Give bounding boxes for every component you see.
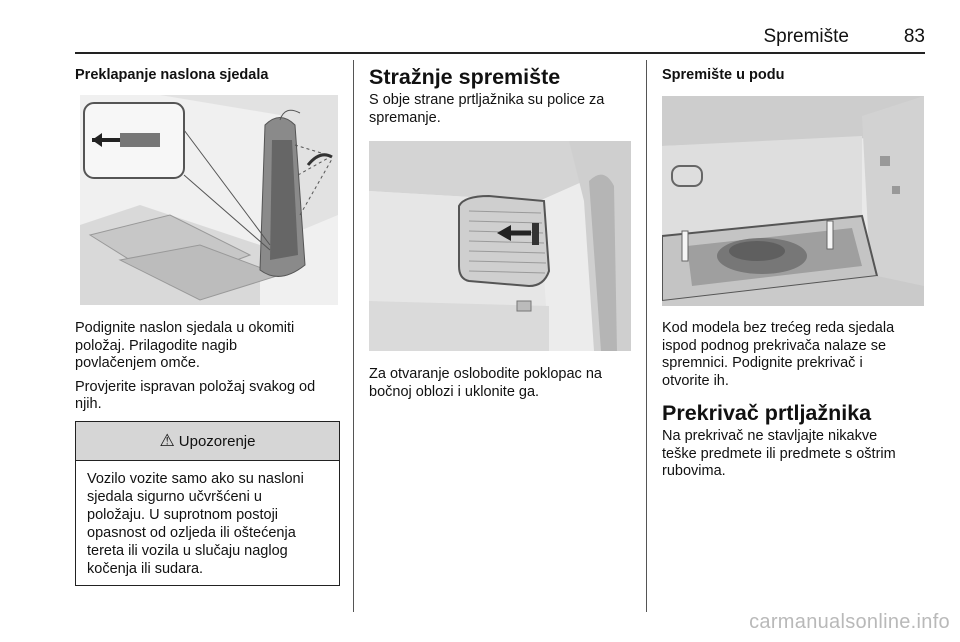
paragraph-raise-backrest — [75, 320, 345, 373]
text-line: njih. — [75, 396, 102, 412]
floor-storage-illustration — [662, 96, 924, 306]
text-line: sjedala sigurno učvršćeni u — [87, 489, 262, 505]
column-divider — [646, 60, 647, 612]
text-line: Kod modela bez trećeg reda sjedala — [662, 320, 895, 336]
column-left — [75, 60, 340, 84]
text-line: Provjerite ispravan položaj svakog od — [75, 378, 316, 395]
text-line: rubovima. — [662, 463, 726, 479]
heading-rear-storage: Stražnje spremište — [369, 65, 561, 89]
column-middle — [369, 60, 634, 133]
side-storage-drawing — [369, 141, 631, 351]
paragraph-check-position — [75, 379, 345, 414]
column-divider — [353, 60, 354, 612]
column-right-text — [662, 320, 932, 487]
paragraph-load-cover — [662, 428, 932, 481]
warning-box — [75, 421, 340, 586]
text-line: otvorite ih. — [662, 372, 729, 389]
text-line: Podignite naslon sjedala u okomiti — [75, 320, 295, 336]
text-line: spremnici. Podignite prekrivač i — [662, 355, 863, 371]
page-header — [75, 26, 925, 54]
text-line: teške predmete ili predmete s oštrim — [662, 445, 896, 462]
text-line: tereta ili vozila u slučaju naglog — [87, 543, 288, 559]
warning-triangle-icon: ⚠ — [159, 431, 175, 450]
text-line: kočenja ili sudara. — [87, 561, 204, 577]
side-panel-illustration — [369, 141, 631, 351]
text-line: položaju. U suprotnom postoji — [87, 507, 279, 523]
watermark: carmanualsonline.info — [749, 611, 950, 633]
column-left-text — [75, 320, 345, 420]
text-line: spremanje. — [369, 109, 441, 126]
text-line: Za otvaranje oslobodite poklopac na — [369, 366, 602, 382]
paragraph-floor-compartments — [662, 320, 932, 390]
seat-illustration — [80, 95, 338, 305]
warning-title: Upozorenje — [178, 432, 256, 450]
text-line: položaj. Prilagodite nagib — [75, 337, 238, 354]
subheading-seat-fold: Preklapanje naslona sjedala — [75, 67, 269, 83]
warning-body — [76, 461, 339, 578]
floor-storage-drawing — [662, 96, 924, 306]
text-line: ispod podnog prekrivača nalaze se — [662, 337, 887, 354]
header-rule — [75, 52, 925, 54]
column-middle-text — [369, 366, 639, 407]
paragraph-open-cover — [369, 366, 639, 401]
page-number: 83 — [903, 26, 925, 47]
text-line: Vozilo vozite samo ako su nasloni — [87, 471, 304, 487]
text-line: Na prekrivač ne stavljajte nikakve — [662, 428, 878, 444]
column-right — [662, 60, 926, 84]
text-line: opasnost od ozljeda ili oštećenja — [87, 525, 296, 541]
text-line: povlačenjem omče. — [75, 355, 200, 371]
warning-header — [76, 422, 339, 461]
text-line: S obje strane prtljažnika su police za — [369, 92, 605, 108]
subheading-floor-storage: Spremište u podu — [662, 67, 785, 83]
seat-fold-drawing — [80, 95, 338, 305]
heading-load-cover: Prekrivač prtljažnika — [662, 401, 872, 425]
paragraph-shelves — [369, 92, 634, 127]
text-line: bočnoj oblozi i uklonite ga. — [369, 383, 540, 400]
section-title: Spremište — [763, 26, 849, 47]
